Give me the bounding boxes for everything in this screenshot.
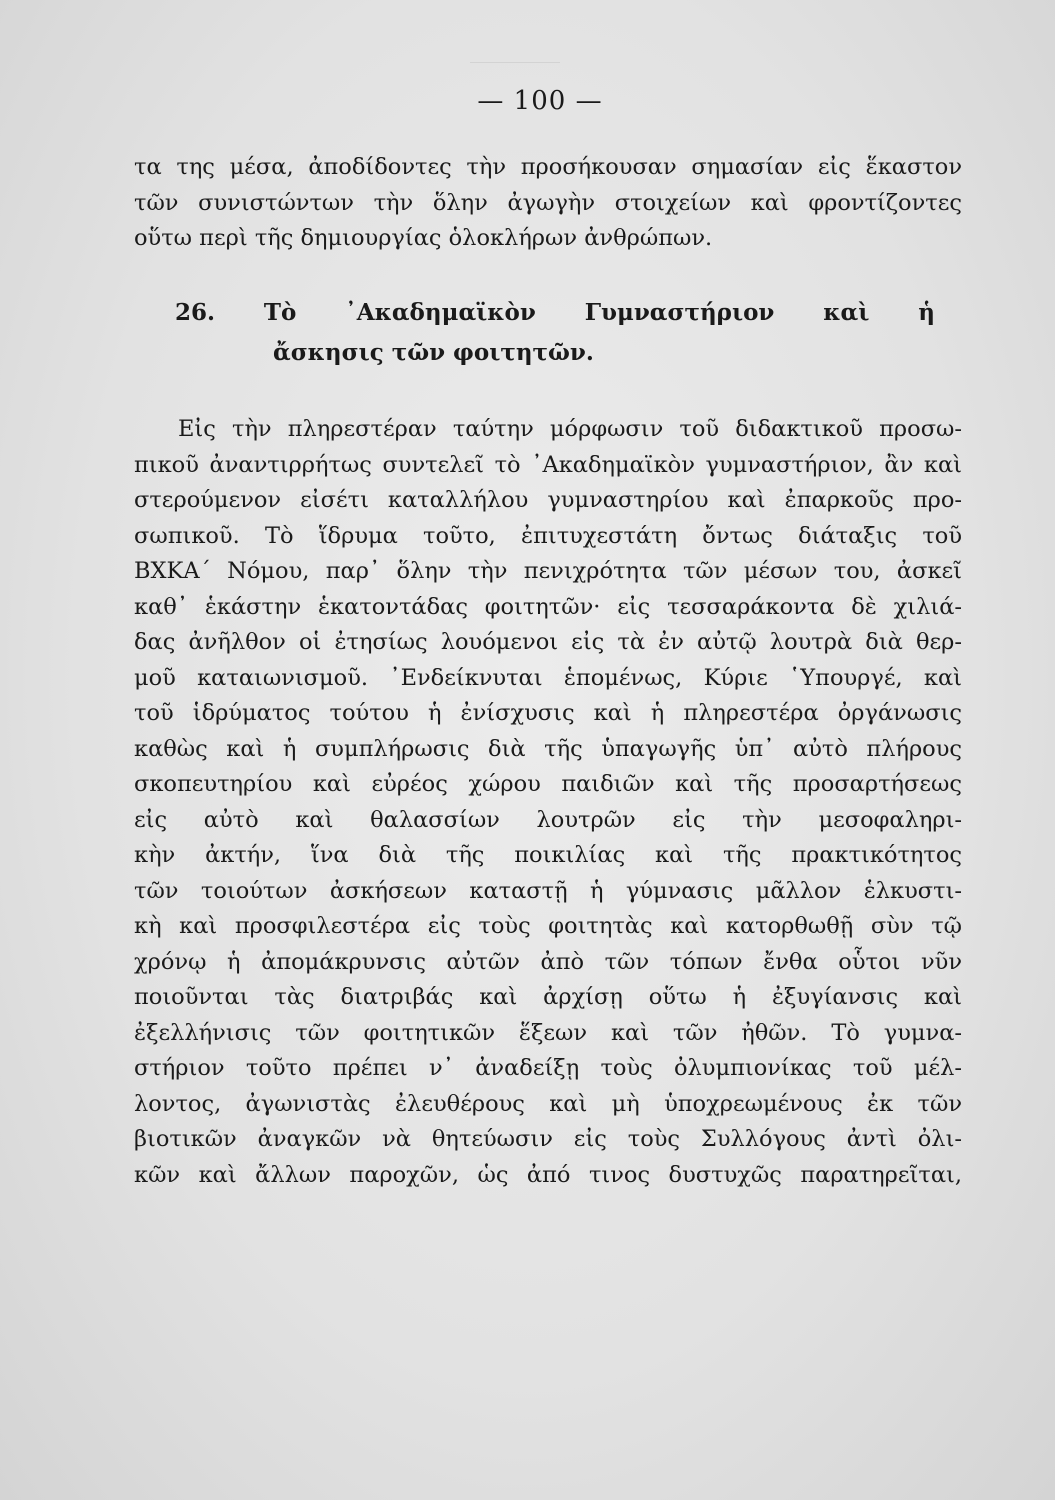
text-line: τῶν τοιούτων ἀσκήσεων καταστῇ ἡ γύμνασις μᾶλλον ἑλκυστι-	[134, 877, 962, 904]
bleed-through-mark	[470, 62, 560, 83]
text-line: ἐξελλήνισις τῶν φοιτητικῶν ἕξεων καὶ τῶν ἠθῶν. Τὸ γυμνα-	[134, 1019, 962, 1046]
text-line: καθὼς καὶ ἡ συμπλήρωσις διὰ τῆς ὑπαγωγῆς ὑπ᾿ αὐτὸ πλήρους	[134, 735, 962, 762]
text-line: βιοτικῶν ἀναγκῶν νὰ θητεύωσιν εἰς τοὺς Συλλόγους ἀντὶ ὀλι-	[134, 1126, 962, 1152]
section-heading-line: 26. Τὸ ᾿Ακαδημαϊκὸν Γυμναστήριον καὶ ἡ	[175, 299, 935, 326]
text-line: δας ἀνῆλθον οἱ ἐτησίως λουόμενοι εἰς τὰ ἐν αὐτῷ λουτρὰ διὰ θερ-	[134, 629, 962, 655]
text-line: μοῦ καταιωνισμοῦ. ᾿Ενδείκνυται ἑπομένως, Κύριε ῾Υπουργέ, καὶ	[134, 664, 962, 691]
text-line: στερούμενον εἰσέτι καταλλήλου γυμναστηρίου καὶ ἐπαρκοῦς προ-	[134, 487, 962, 513]
text-line: κῶν καὶ ἄλλων παροχῶν, ὡς ἀπό τινος δυστυχῶς παρατηρεῖται,	[134, 1161, 962, 1188]
text-line: στήριον τοῦτο πρέπει ν᾿ ἀναδείξῃ τοὺς ὀλυμπιονίκας τοῦ μέλ-	[134, 1055, 962, 1081]
section-heading	[175, 293, 935, 373]
text-line: εἰς αὐτὸ καὶ θαλασσίων λουτρῶν εἰς τὴν μεσοφαληρι-	[134, 806, 962, 833]
intro-paragraph	[134, 150, 962, 257]
section-heading-line: ἄσκησις τῶν φοιτητῶν.	[273, 339, 594, 366]
text-line: τα της μέσα, ἀποδίδοντες τὴν προσήκουσαν σημασίαν εἰς ἕκαστον	[134, 154, 962, 180]
text-line: πικοῦ ἀναντιρρήτως συντελεῖ τὸ ᾿Ακαδημαϊκὸν γυμναστήριον, ἂν καὶ	[134, 451, 962, 478]
page-number: — 100 —	[477, 86, 603, 116]
text-line: οὕτω περὶ τῆς δημιουργίας ὁλοκλήρων ἀνθρώπων.	[134, 225, 713, 251]
text-line: καθ᾿ ἑκάστην ἑκατοντάδας φοιτητῶν· εἰς τεσσαράκοντα δὲ χιλιά-	[134, 593, 962, 620]
text-line: κὴ καὶ προσφιλεστέρα εἰς τοὺς φοιτητὰς καὶ κατορθωθῇ σὺν τῷ	[134, 913, 962, 939]
body-paragraph	[134, 412, 962, 1193]
text-line: ποιοῦνται τὰς διατριβάς καὶ ἀρχίσῃ οὕτω ἡ ἐξυγίανσις καὶ	[134, 984, 962, 1010]
text-line: σκοπευτηρίου καὶ εὐρέος χώρου παιδιῶν καὶ τῆς προσαρτήσεως	[134, 771, 962, 797]
text-line: λοντος, ἀγωνιστὰς ἐλευθέρους καὶ μὴ ὑποχρεωμένους ἐκ τῶν	[134, 1090, 962, 1117]
text-line: χρόνῳ ἡ ἀπομάκρυνσις αὐτῶν ἀπὸ τῶν τόπων ἔνθα οὗτοι νῦν	[134, 948, 962, 975]
text-line: τοῦ ἱδρύματος τούτου ἡ ἐνίσχυσις καὶ ἡ πληρεστέρα ὀργάνωσις	[134, 700, 962, 726]
text-line: Εἰς τὴν πληρεστέραν ταύτην μόρφωσιν τοῦ διδακτικοῦ προσω-	[178, 416, 962, 442]
text-line: κὴν ἀκτήν, ἵνα διὰ τῆς ποικιλίας καὶ τῆς πρακτικότητος	[134, 842, 962, 868]
text-line: σωπικοῦ. Τὸ ἵδρυμα τοῦτο, ἐπιτυχεστάτη ὄντως διάταξις τοῦ	[134, 522, 962, 549]
text-line: ΒΧΚΑ΄ Νόμου, παρ᾿ ὅλην τὴν πενιχρότητα τῶν μέσων του, ἀσκεῖ	[134, 558, 962, 584]
text-line: τῶν συνιστώντων τὴν ὅλην ἀγωγὴν στοιχείων καὶ φροντίζοντες	[134, 189, 962, 216]
